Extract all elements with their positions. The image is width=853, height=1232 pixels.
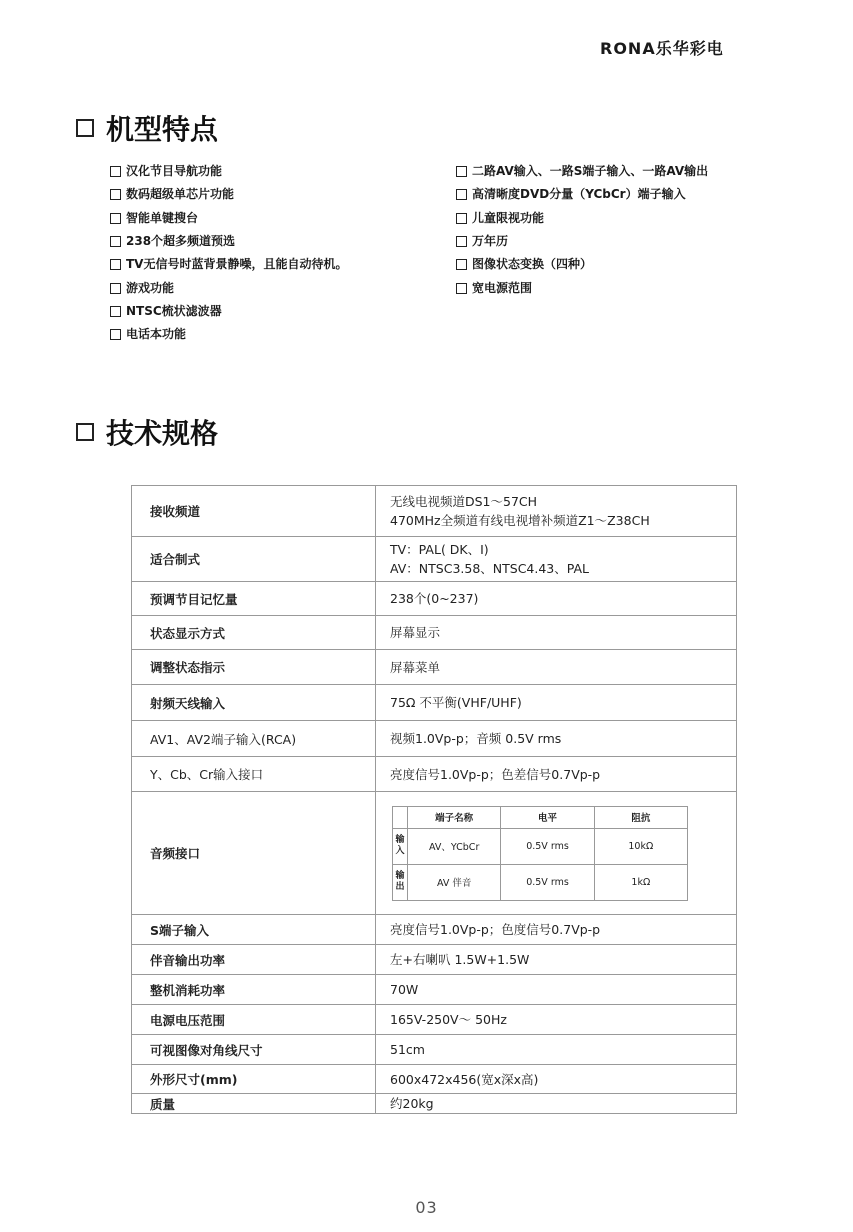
feature-item bbox=[456, 276, 708, 299]
spec-label: 状态显示方式 bbox=[132, 616, 376, 650]
cell-name: AV 伴音 bbox=[408, 864, 501, 900]
checkbox-icon bbox=[110, 329, 121, 340]
checkbox-icon bbox=[456, 189, 467, 200]
feature-label: 儿童限视功能 bbox=[472, 210, 545, 225]
specs-heading bbox=[76, 412, 218, 452]
feature-label: 图像状态变换（四种） bbox=[472, 257, 593, 272]
table-row bbox=[132, 721, 737, 757]
feature-item bbox=[456, 207, 708, 230]
feature-label: 游戏功能 bbox=[126, 280, 175, 295]
feature-label: 电话本功能 bbox=[126, 327, 187, 342]
side-label: 输入 bbox=[393, 828, 408, 864]
spec-label: 射频天线输入 bbox=[132, 685, 376, 721]
page-number: 03 bbox=[415, 1198, 438, 1217]
features-heading bbox=[76, 108, 218, 148]
feature-item bbox=[456, 230, 708, 253]
spec-value bbox=[376, 1035, 737, 1065]
feature-item bbox=[110, 183, 347, 206]
feature-item bbox=[110, 230, 347, 253]
table-row bbox=[132, 537, 737, 582]
table-row bbox=[132, 650, 737, 685]
features-right-list bbox=[456, 160, 708, 300]
spec-label: 外形尺寸(mm) bbox=[132, 1065, 376, 1094]
checkbox-icon bbox=[456, 283, 467, 294]
feature-label: NTSC梳状滤波器 bbox=[126, 303, 222, 318]
spec-value-line: 238个(0~237) bbox=[390, 591, 479, 606]
cell-level: 0.5V rms bbox=[501, 864, 594, 900]
feature-label: 二路AV输入、一路S端子输入、一路AV输出 bbox=[472, 164, 709, 179]
feature-label: 万年历 bbox=[472, 234, 509, 249]
checkbox-icon bbox=[456, 213, 467, 224]
spec-value-line: 无线电视频道DS1～57CH bbox=[390, 494, 538, 509]
spec-value bbox=[376, 650, 737, 685]
checkbox-icon bbox=[456, 236, 467, 247]
spec-value bbox=[376, 915, 737, 945]
feature-item bbox=[110, 207, 347, 230]
spec-label: 电源电压范围 bbox=[132, 1005, 376, 1035]
feature-label: 智能单键搜台 bbox=[126, 210, 199, 225]
spec-label: 音频接口 bbox=[132, 792, 376, 915]
spec-value bbox=[376, 685, 737, 721]
feature-label: 汉化节目导航功能 bbox=[126, 164, 223, 179]
spec-value-line: 视频1.0Vp-p；音频 0.5V rms bbox=[390, 731, 562, 746]
checkbox-icon bbox=[110, 259, 121, 270]
feature-label: 宽电源范围 bbox=[472, 280, 533, 295]
table-row bbox=[132, 1005, 737, 1035]
spec-value-line: 75Ω 不平衡(VHF/UHF) bbox=[390, 695, 522, 710]
table-row bbox=[132, 1065, 737, 1094]
table-row bbox=[132, 616, 737, 650]
spec-value-line: 屏幕菜单 bbox=[390, 659, 441, 675]
cell-impedance: 10kΩ bbox=[594, 828, 687, 864]
checkbox-icon bbox=[456, 166, 467, 177]
spec-value-line: 亮度信号1.0Vp-p；色差信号0.7Vp-p bbox=[390, 766, 601, 782]
spec-label: 接收频道 bbox=[132, 486, 376, 537]
spec-value bbox=[376, 975, 737, 1005]
spec-label: 整机消耗功率 bbox=[132, 975, 376, 1005]
checkbox-icon bbox=[456, 259, 467, 270]
spec-value bbox=[376, 1065, 737, 1094]
feature-item bbox=[110, 253, 347, 276]
spec-label: 伴音输出功率 bbox=[132, 945, 376, 975]
spec-value bbox=[376, 616, 737, 650]
table-row bbox=[132, 757, 737, 792]
feature-item bbox=[110, 276, 347, 299]
header-cell: 电平 bbox=[501, 806, 594, 828]
spec-label: 质量 bbox=[132, 1094, 376, 1114]
spec-value-line: 70W bbox=[390, 982, 419, 997]
spec-label: 预调节目记忆量 bbox=[132, 582, 376, 616]
spec-value bbox=[376, 537, 737, 582]
spec-label: 适合制式 bbox=[132, 537, 376, 582]
spec-label: AV1、AV2端子输入(RCA) bbox=[132, 721, 376, 757]
table-row bbox=[393, 864, 688, 900]
spec-label: Y、Cb、Cr输入接口 bbox=[132, 757, 376, 792]
table-row bbox=[132, 975, 737, 1005]
spec-table bbox=[131, 485, 737, 1114]
cell-impedance: 1kΩ bbox=[594, 864, 687, 900]
spec-value-line: 亮度信号1.0Vp-p；色度信号0.7Vp-p bbox=[390, 922, 601, 937]
spec-label: S端子输入 bbox=[132, 915, 376, 945]
checkbox-icon bbox=[110, 213, 121, 224]
feature-item bbox=[456, 253, 708, 276]
brand-logo: RONA乐华彩电 bbox=[600, 39, 724, 58]
table-row bbox=[132, 915, 737, 945]
checkbox-icon bbox=[110, 166, 121, 177]
table-row bbox=[132, 486, 737, 537]
features-left-list bbox=[110, 160, 347, 346]
table-row bbox=[132, 1035, 737, 1065]
spec-label: 调整状态指示 bbox=[132, 650, 376, 685]
feature-item bbox=[110, 160, 347, 183]
features-title: 机型特点 bbox=[106, 113, 219, 146]
checkbox-icon bbox=[110, 306, 121, 317]
feature-item bbox=[110, 323, 347, 346]
spec-value-line: 165V-250V～ 50Hz bbox=[390, 1012, 507, 1027]
spec-value-line: 左+右喇叭 1.5W+1.5W bbox=[390, 952, 530, 967]
spec-value-line: 470MHz全频道有线电视增补频道Z1～Z38CH bbox=[390, 513, 650, 528]
header-cell: 端子名称 bbox=[408, 806, 501, 828]
cell-name: AV、YCbCr bbox=[408, 828, 501, 864]
specs-title: 技术规格 bbox=[106, 417, 219, 450]
spec-value bbox=[376, 1005, 737, 1035]
table-row bbox=[132, 582, 737, 616]
spec-value bbox=[376, 1094, 737, 1114]
side-label: 输出 bbox=[393, 864, 408, 900]
feature-item bbox=[110, 300, 347, 323]
checkbox-icon bbox=[110, 236, 121, 247]
feature-label: 高清晰度DVD分量（YCbCr）端子输入 bbox=[472, 187, 686, 202]
table-row bbox=[132, 685, 737, 721]
audio-interface-cell bbox=[376, 792, 737, 915]
header-cell: 阻抗 bbox=[594, 806, 687, 828]
spec-value-line: 51cm bbox=[390, 1042, 425, 1057]
spec-value bbox=[376, 486, 737, 537]
feature-item bbox=[456, 160, 708, 183]
spec-value bbox=[376, 945, 737, 975]
table-row bbox=[393, 806, 688, 828]
spec-label: 可视图像对角线尺寸 bbox=[132, 1035, 376, 1065]
checkbox-icon bbox=[76, 423, 94, 441]
spec-value bbox=[376, 582, 737, 616]
table-row bbox=[132, 1094, 737, 1114]
spec-value-line: TV：PAL( DK、I) bbox=[390, 542, 489, 557]
spec-value-line: 约20kg bbox=[390, 1095, 434, 1111]
feature-item bbox=[456, 183, 708, 206]
spec-value-line: 屏幕显示 bbox=[390, 625, 441, 640]
checkbox-icon bbox=[110, 283, 121, 294]
spec-value bbox=[376, 757, 737, 792]
table-row bbox=[393, 828, 688, 864]
spec-value-line: AV：NTSC3.58、NTSC4.43、PAL bbox=[390, 561, 590, 576]
feature-label: 238个超多频道预选 bbox=[126, 234, 236, 249]
spec-value bbox=[376, 721, 737, 757]
checkbox-icon bbox=[76, 119, 94, 137]
spec-value-line: 600x472x456(宽x深x高) bbox=[390, 1071, 539, 1087]
table-row bbox=[132, 945, 737, 975]
feature-label: 数码超级单芯片功能 bbox=[126, 187, 235, 202]
audio-interface-table bbox=[392, 806, 688, 901]
table-row bbox=[132, 792, 737, 915]
checkbox-icon bbox=[110, 189, 121, 200]
feature-label: TV无信号时蓝背景静噪，且能自动待机。 bbox=[126, 257, 348, 272]
corner-cell bbox=[393, 806, 408, 828]
cell-level: 0.5V rms bbox=[501, 828, 594, 864]
